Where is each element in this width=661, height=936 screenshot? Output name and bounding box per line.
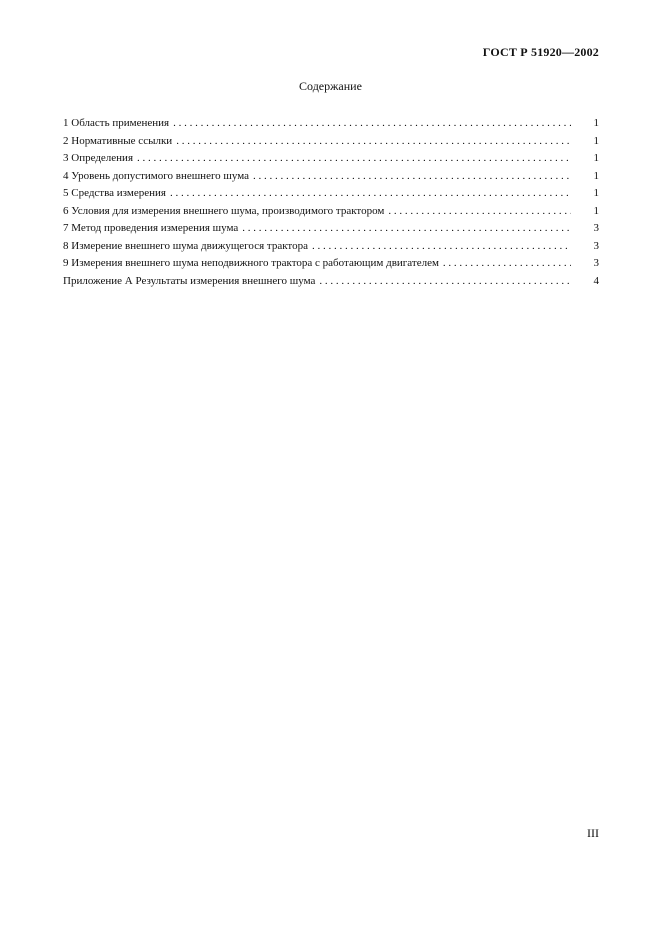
toc-entry[interactable]: [63, 117, 599, 135]
toc-entry[interactable]: [63, 205, 599, 223]
toc-entry-page: 1: [593, 169, 599, 182]
toc-entry[interactable]: [63, 222, 599, 240]
toc-entry-page: 1: [593, 152, 599, 164]
toc-entry-page: 3: [593, 222, 599, 234]
table-of-contents: [63, 117, 599, 292]
leader-dots: [253, 170, 571, 182]
toc-entry-label: 5 Средства измерения: [63, 187, 166, 199]
leader-dots: [242, 222, 571, 234]
toc-entry-label: 4 Уровень допустимого внешнего шума: [63, 169, 250, 182]
toc-entry-label: 1 Область применения: [63, 117, 170, 129]
toc-entry-label: 7 Метод проведения измерения шума: [63, 222, 239, 234]
toc-entry[interactable]: [63, 152, 599, 170]
toc-entry-page: 3: [593, 257, 599, 269]
toc-title: Содержание: [299, 79, 362, 93]
toc-entry[interactable]: [63, 135, 599, 153]
toc-entry[interactable]: [63, 187, 599, 205]
page-number: III: [587, 826, 599, 840]
toc-entry[interactable]: [63, 170, 599, 188]
toc-entry-page: 3: [593, 239, 599, 252]
leader-dots: [312, 240, 571, 252]
leader-dots: [170, 187, 571, 199]
document-code: ГОСТ Р 51920—2002: [482, 45, 599, 59]
toc-entry-label: 3 Определения: [63, 152, 134, 164]
toc-entry[interactable]: [63, 240, 599, 258]
toc-entry-page: 1: [593, 134, 599, 147]
leader-dots: [388, 205, 571, 217]
toc-entry-label: 9 Измерения внешнего шума неподвижного трактора с работающим двигателем: [63, 257, 439, 269]
toc-entry[interactable]: [63, 275, 599, 293]
toc-entry[interactable]: [63, 257, 599, 275]
toc-entry-page: 4: [593, 274, 599, 287]
leader-dots: [176, 135, 571, 147]
toc-entry-label: 2 Нормативные ссылки: [63, 134, 173, 147]
toc-entry-page: 1: [593, 187, 599, 199]
toc-entry-label: 8 Измерение внешнего шума движущегося трактора: [63, 239, 308, 252]
toc-entry-label: 6 Условия для измерения внешнего шума, производимого трактором: [63, 204, 385, 217]
toc-entry-page: 1: [593, 204, 599, 217]
toc-entry-page: 1: [593, 117, 599, 129]
leader-dots: [443, 257, 571, 269]
leader-dots: [319, 275, 571, 287]
leader-dots: [173, 117, 571, 129]
toc-entry-label: Приложение А Результаты измерения внешнего шума: [63, 274, 316, 287]
leader-dots: [137, 152, 571, 164]
